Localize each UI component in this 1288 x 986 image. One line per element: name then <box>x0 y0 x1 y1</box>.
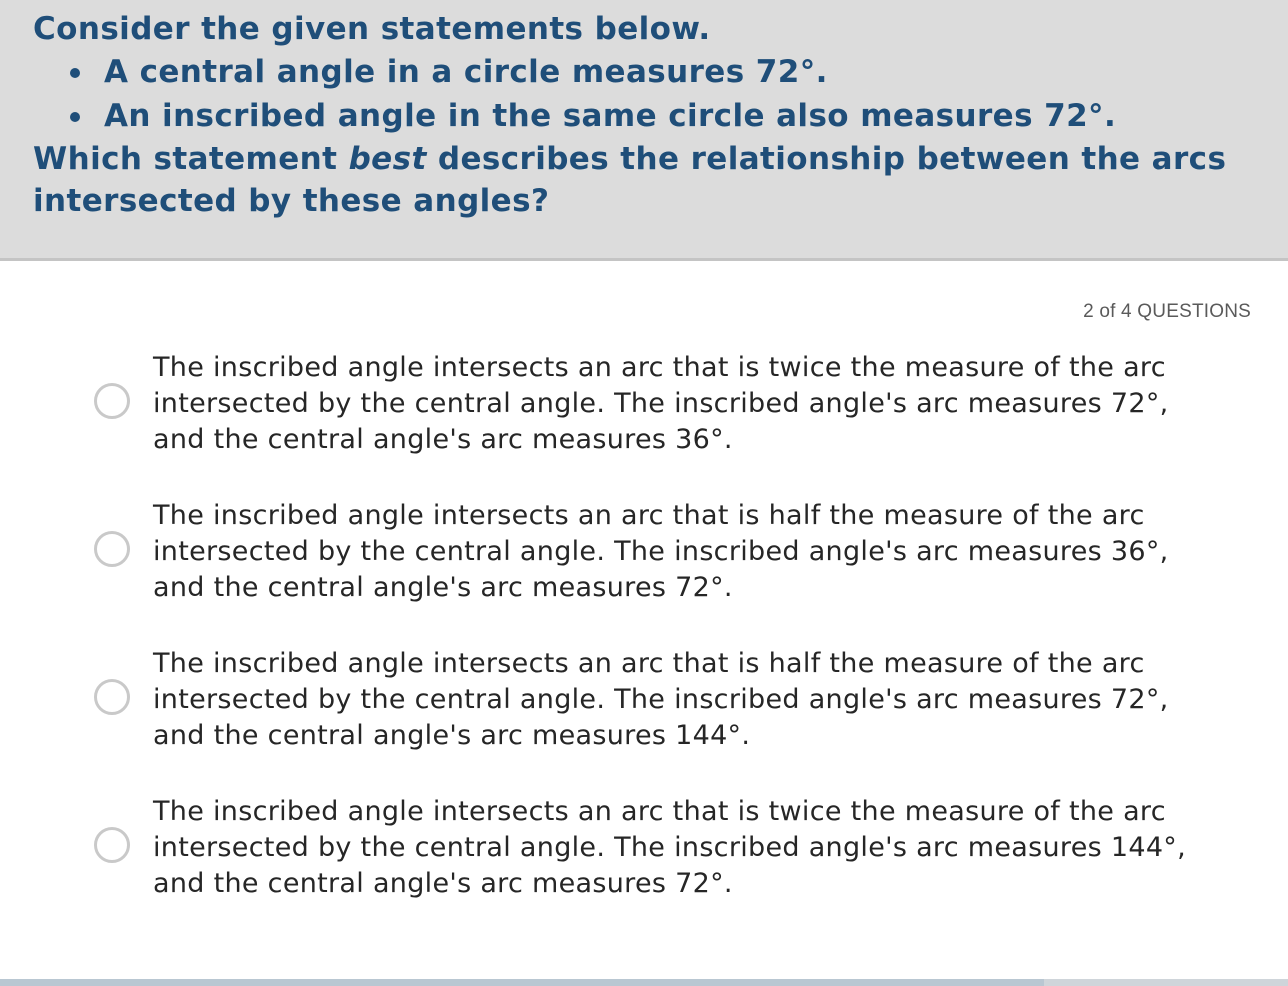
answer-option-1[interactable] <box>0 350 1288 470</box>
answer-line: and the central angle's arc measures 72°. <box>153 572 733 603</box>
question-panel <box>0 0 1288 261</box>
question-prompt <box>33 138 1226 180</box>
question-prompt-line2: intersected by these angles? <box>33 183 550 219</box>
answer-line: and the central angle's arc measures 36°. <box>153 424 733 455</box>
radio-button[interactable] <box>94 531 130 567</box>
bullet-icon <box>70 112 80 122</box>
radio-button[interactable] <box>94 679 130 715</box>
question-prompt-end: describes the relationship between the arcs <box>426 141 1227 177</box>
answer-line: The inscribed angle intersects an arc that is twice the measure of the arc <box>153 796 1166 827</box>
radio-button[interactable] <box>94 827 130 863</box>
answer-line: intersected by the central angle. The inscribed angle's arc measures 36°, <box>153 536 1169 567</box>
answer-line: and the central angle's arc measures 144°. <box>153 720 751 751</box>
answer-option-2[interactable] <box>0 498 1288 618</box>
statement-text: A central angle in a circle measures 72°. <box>104 54 828 90</box>
answer-line: intersected by the central angle. The inscribed angle's arc measures 72°, <box>153 388 1169 419</box>
answer-line: The inscribed angle intersects an arc that is half the measure of the arc <box>153 648 1145 679</box>
bullet-icon <box>70 68 80 78</box>
radio-button[interactable] <box>94 383 130 419</box>
question-progress-label: 2 of 4 QUESTIONS <box>1083 301 1251 322</box>
question-intro: Consider the given statements below. <box>33 11 711 47</box>
answer-line: The inscribed angle intersects an arc that is half the measure of the arc <box>153 500 1145 531</box>
answer-line: The inscribed angle intersects an arc that is twice the measure of the arc <box>153 352 1166 383</box>
answer-option-4[interactable] <box>0 794 1288 914</box>
answer-text <box>153 794 1263 902</box>
answer-text <box>153 350 1263 458</box>
answer-text <box>153 498 1263 606</box>
question-prompt-emphasis: best <box>348 141 427 177</box>
answer-option-3[interactable] <box>0 646 1288 766</box>
answer-line: intersected by the central angle. The inscribed angle's arc measures 144°, <box>153 832 1186 863</box>
answer-text <box>153 646 1263 754</box>
footer-bar <box>0 979 1288 986</box>
question-prompt-start: Which statement <box>33 141 349 177</box>
statement-text: An inscribed angle in the same circle also measures 72°. <box>104 98 1117 134</box>
footer-bar-end <box>1044 979 1288 986</box>
answer-line: and the central angle's arc measures 72°. <box>153 868 733 899</box>
answer-line: intersected by the central angle. The inscribed angle's arc measures 72°, <box>153 684 1169 715</box>
